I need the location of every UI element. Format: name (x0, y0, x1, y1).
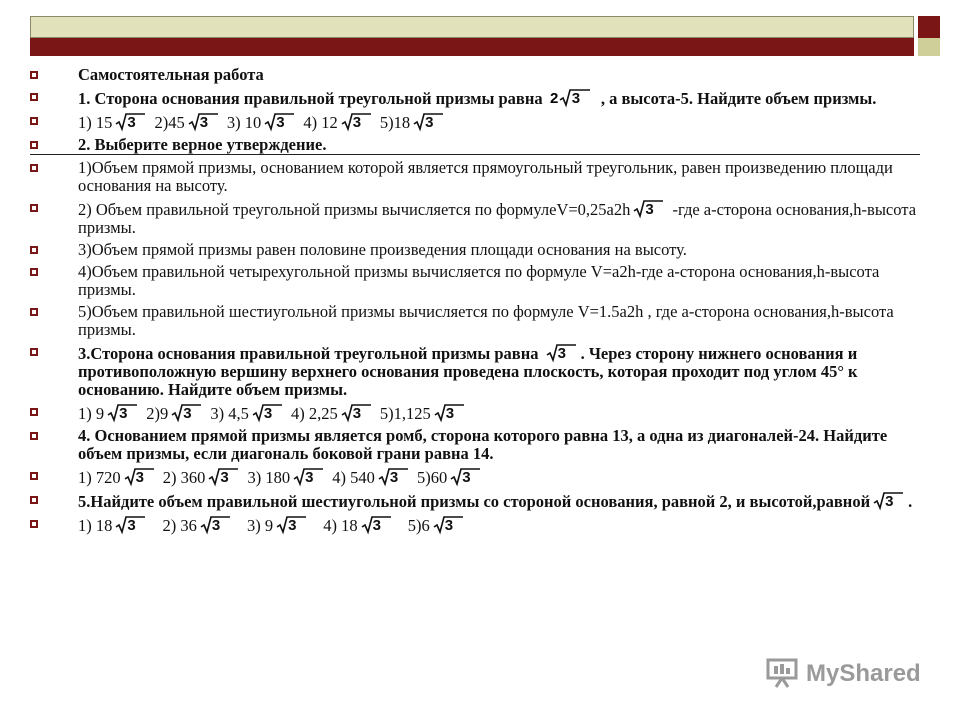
sqrt-three-icon: 3 (341, 403, 373, 423)
sqrt-three-icon: 3 (264, 112, 296, 132)
bullet-icon (30, 117, 38, 125)
option-3: 3) 180 (247, 468, 291, 487)
two-sqrt-three-icon (550, 88, 594, 108)
option-4: 4) 18 (323, 516, 358, 535)
option-2: 2)45 (154, 113, 185, 132)
bullet-icon (30, 141, 38, 149)
list-item (30, 303, 930, 339)
sqrt-three-icon: 3 (378, 467, 410, 487)
option-1: 1) 15 (78, 113, 113, 132)
list-item (30, 199, 930, 237)
statement-1: 1)Объем прямой призмы, основанием которой является прямоугольный треугольник, равен произведению площади основания на высоту. (78, 158, 893, 195)
sqrt-three-icon: 3 (361, 515, 393, 535)
sqrt-three-icon: 3 (107, 403, 139, 423)
sqrt-three-icon: 3 (433, 515, 465, 535)
bullet-icon (30, 408, 38, 416)
statement-4: 4)Объем правильной четырехугольной призмы вычисляется по формуле V=a2h-где а-сторона основания,h-высота призмы. (78, 262, 880, 299)
statement-5: 5)Объем правильной шестиугольной призмы вычисляется по формуле V=1.5a2h , где а-сторона основания,h-высота призмы. (78, 302, 894, 339)
option-4: 4) 540 (332, 468, 375, 487)
header-corner-square (918, 16, 940, 38)
myshared-logo (766, 656, 926, 692)
task-1-text-b: , а высота-5. Найдите объем призмы. (600, 89, 877, 108)
bullet-icon (30, 71, 38, 79)
option-1: 1) 18 (78, 516, 113, 535)
sqrt-three-icon: 3 (450, 467, 482, 487)
bullet-icon (30, 164, 38, 172)
list-item (30, 112, 930, 132)
bullet-icon (30, 246, 38, 254)
sqrt-three-icon: 3 (124, 467, 156, 487)
task-3-text-a: 3.Сторона основания правильной треугольной призмы равна (78, 344, 543, 363)
task-4-text: 4. Основанием прямой призмы является ромб, сторона которого равна 13, а одна из диагоналей-24. Найдите объем призмы, если диагональ боковой грани равна 14. (78, 426, 888, 463)
task-1-text-a: 1. Сторона основания правильной треугольной призмы равна (78, 89, 547, 108)
sqrt-three-icon: 3 (293, 467, 325, 487)
sqrt-three-icon: 3 (413, 112, 445, 132)
option-5: 5)6 (407, 516, 430, 535)
bullet-icon (30, 348, 38, 356)
presentation-board-icon (766, 658, 798, 688)
option-5: 5)18 (379, 113, 411, 132)
bullet-icon (30, 496, 38, 504)
task-5-text-b: . (908, 492, 913, 511)
list-item (30, 403, 930, 423)
list-item (30, 467, 930, 487)
list-item (30, 515, 930, 535)
option-1: 1) 9 (78, 404, 105, 423)
option-4: 4) 12 (303, 113, 338, 132)
option-3: 3) 4,5 (210, 404, 249, 423)
list-item (30, 263, 930, 299)
sqrt-three-icon: 3 (434, 403, 466, 423)
sqrt-three-icon: 3 (873, 491, 905, 511)
option-1: 1) 720 (78, 468, 121, 487)
statement-2-b: -где а-сторона основания,h-высота призмы. (78, 200, 917, 237)
bullet-icon (30, 308, 38, 316)
list-item (30, 343, 930, 399)
option-2: 2) 360 (162, 468, 206, 487)
slide-content (30, 66, 930, 539)
statement-3: 3)Объем прямой призмы равен половине произведения площади основания на высоту. (78, 240, 687, 259)
list-item (30, 241, 930, 259)
option-2: 2) 36 (162, 516, 197, 535)
bullet-icon (30, 472, 38, 480)
list-item (30, 66, 930, 84)
sqrt-three-icon: 3 (341, 112, 373, 132)
list-item (30, 136, 920, 155)
sqrt-three-icon: 3 (188, 112, 220, 132)
option-5: 5)1,125 (379, 404, 431, 423)
logo-text: MyShared (806, 660, 921, 687)
slide-title: Самостоятельная работа (78, 65, 264, 84)
task-2-title: 2. Выберите верное утверждение. (78, 135, 327, 154)
sqrt-three-icon: 3 (208, 467, 240, 487)
bullet-icon (30, 268, 38, 276)
list-item (30, 427, 930, 463)
option-3: 3) 10 (226, 113, 262, 132)
list-item (30, 159, 930, 195)
task-3-text-b: . Через сторону нижнего основания и противоположную вершину верхнего основания проведена плоскость, которая проходит под углом 45° к основанию. Найдите объем призмы. (78, 344, 858, 399)
sqrt-coef-two: 2 (549, 90, 559, 107)
bullet-icon (30, 93, 38, 101)
header-corner-square-light (918, 38, 940, 56)
list-item (30, 491, 930, 511)
sqrt-three-icon: 3 (252, 403, 284, 423)
list-item (30, 88, 930, 108)
sqrt-three-icon: 3 (633, 199, 665, 219)
header-bar (30, 16, 914, 38)
sqrt-three-icon: 3 (115, 112, 147, 132)
sqrt-three-icon: 3 (200, 515, 232, 535)
sqrt-three-icon: 3 (171, 403, 203, 423)
option-5: 5)60 (417, 468, 448, 487)
sqrt-three-icon: 3 (546, 343, 578, 363)
header-accent-bar (30, 38, 914, 56)
task-5-text-a: 5.Найдите объем правильной шестиугольной призмы со стороной основания, равной 2, и высотой,равной (78, 492, 871, 511)
sqrt-radicand: 3 (571, 90, 581, 107)
statement-2-a: 2) Объем правильной треугольной призмы вычисляется по формулеV=0,25a2h (78, 200, 631, 219)
bullet-icon (30, 204, 38, 212)
sqrt-three-icon: 3 (276, 515, 308, 535)
bullet-icon (30, 520, 38, 528)
bullet-icon (30, 432, 38, 440)
option-3: 3) 9 (247, 516, 274, 535)
option-2: 2)9 (146, 404, 169, 423)
option-4: 4) 2,25 (291, 404, 338, 423)
sqrt-three-icon: 3 (115, 515, 147, 535)
